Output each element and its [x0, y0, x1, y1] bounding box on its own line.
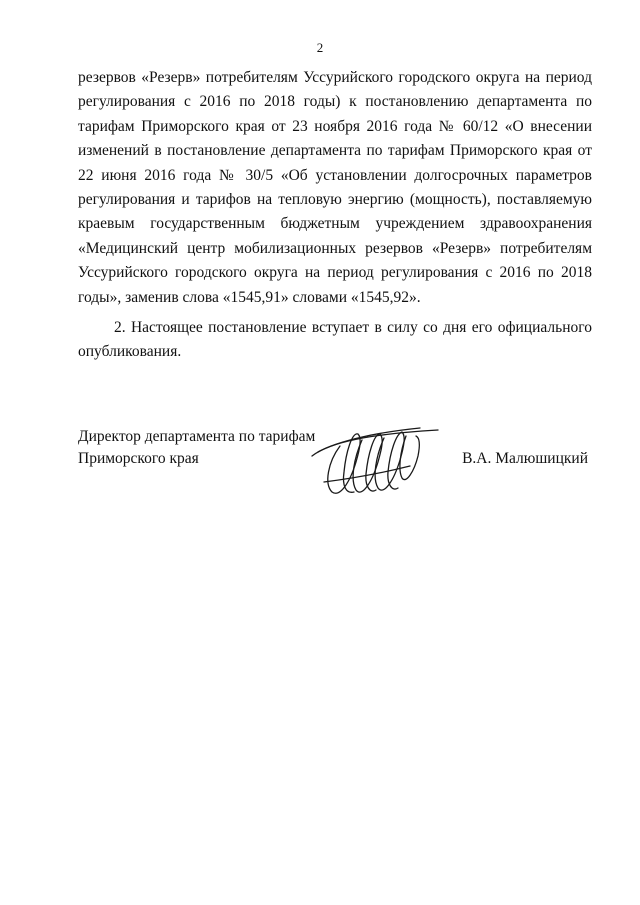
signer-name: В.А. Малюшицкий [462, 450, 588, 467]
signer-position-line2: Приморского края [78, 450, 199, 467]
signer-position [78, 426, 315, 470]
paragraph-continuation: резервов «Резерв» потребителям Уссурийского городского округа на период регулирования с 2016 по 2018 годы) к постановлению департамента по тарифам Приморского края от 23 ноября 2016 года № 60/12 «О внесении изменений в постановление департамента по тарифам Приморского края от 22 июня 2016 года № 30/5 «Об установлении долгосрочных параметров регулирования и тарифов на тепловую энергию (мощность), поставляемую краевым государственным бюджетным учреждением здравоохранения «Медицинский центр мобилизационных резервов «Резерв» потребителям Уссурийского городского округа на период регулирования с 2016 по 2018 годы», заменив слова «1545,91» словами «1545,92». [78, 69, 592, 306]
page-number: 2 [316, 40, 324, 55]
document-body [78, 66, 592, 365]
handwritten-signature [310, 422, 440, 498]
signer-position-line1: Директор департамента по тарифам [78, 428, 316, 445]
paragraph-effective-date: 2. Настоящее постановление вступает в силу со дня его официального опубликования. [78, 319, 592, 361]
signature-block [78, 426, 598, 516]
